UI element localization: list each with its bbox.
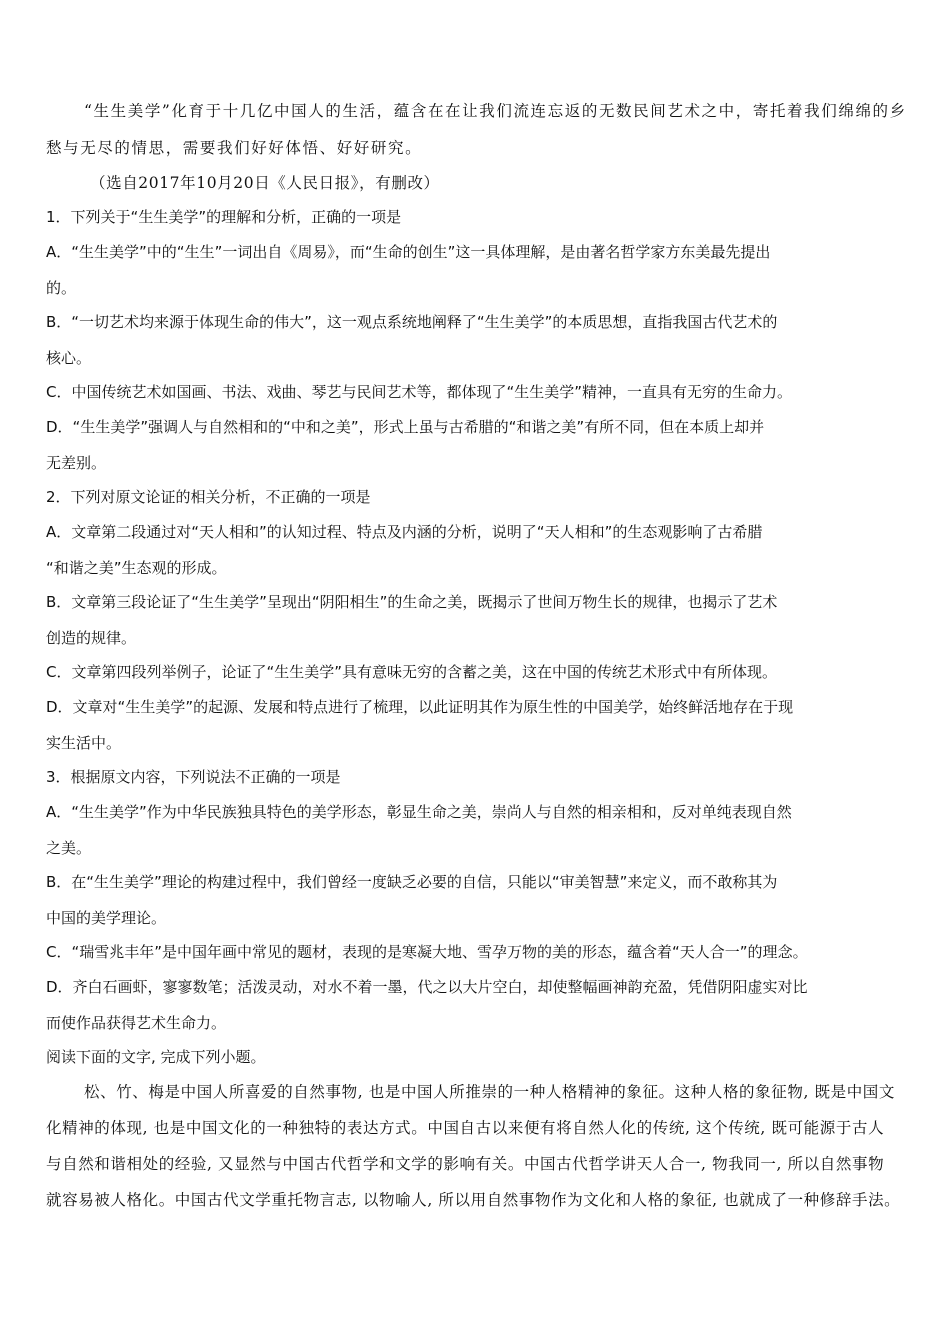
question-2-option-c: C．文章第四段列举例子，论证了“生生美学”具有意味无穷的含蓄之美，这在中国的传统艺术形式中有所体现。 — [46, 663, 778, 681]
question-2-option-b-line-1: B．文章第三段论证了“生生美学”呈现出“阴阳相生”的生命之美，既揭示了世间万物生长的规律，也揭示了艺术 — [46, 593, 778, 611]
question-2-option-b-line-2: 创造的规律。 — [46, 629, 137, 647]
passage-line-3: 与自然和谐相处的经验, 又显然与中国古代哲学和文学的影响有关。中国古代哲学讲天人合一, 物我同一, 所以自然事物 — [46, 1155, 885, 1173]
top-paragraph-line-1: “生生美学”化育于十几亿中国人的生活，蕴含在在让我们流连忘返的无数民间艺术之中，寄托着我们绵绵的乡 — [84, 102, 907, 120]
passage-line-2: 化精神的体现, 也是中国文化的一种独特的表达方式。中国自古以来便有将自然人化的传统, 这个传统, 既可能源于古人 — [46, 1119, 885, 1137]
question-1-option-a-line-2: 的。 — [46, 279, 77, 297]
question-2-stem: 2．下列对原文论证的相关分析，不正确的一项是 — [46, 488, 371, 506]
question-2-option-d-line-1: D．文章对“生生美学”的起源、发展和特点进行了梳理，以此证明其作为原生性的中国美学，始终鲜活地存在于现 — [46, 698, 794, 716]
question-1-stem: 1．下列关于“生生美学”的理解和分析，正确的一项是 — [46, 208, 402, 226]
question-3-option-d-line-2: 而使作品获得艺术生命力。 — [46, 1014, 227, 1032]
question-1-option-b-line-2: 核心。 — [46, 349, 92, 367]
question-1-option-b-line-1: B．“一切艺术均来源于体现生命的伟大”，这一观点系统地阐释了“生生美学”的本质思想，直指我国古代艺术的 — [46, 313, 778, 331]
question-3-option-a-line-1: A．“生生美学”作为中华民族独具特色的美学形态，彰显生命之美，崇尚人与自然的相亲相和，反对单纯表现自然 — [46, 803, 792, 821]
question-3-option-b-line-1: B．在“生生美学”理论的构建过程中，我们曾经一度缺乏必要的自信，只能以“审美智慧”来定义，而不敢称其为 — [46, 873, 778, 891]
question-3-option-b-line-2: 中国的美学理论。 — [46, 909, 167, 927]
question-2-option-a-line-2: “和谐之美”生态观的形成。 — [46, 559, 227, 577]
reading-instruction: 阅读下面的文字, 完成下列小题。 — [46, 1048, 266, 1066]
source-citation: （选自2017年10月20日《人民日报》，有删改） — [90, 174, 440, 192]
question-3-stem: 3．根据原文内容，下列说法不正确的一项是 — [46, 768, 341, 786]
top-paragraph-line-2: 愁与无尽的情思，需要我们好好体悟、好好研究。 — [46, 139, 423, 157]
question-1-option-d-line-1: D．“生生美学”强调人与自然相和的“中和之美”，形式上虽与古希腊的“和谐之美”有所不同，但在本质上却并 — [46, 418, 765, 436]
question-2-option-d-line-2: 实生活中。 — [46, 734, 122, 752]
question-2-option-a-line-1: A．文章第二段通过对“天人相和”的认知过程、特点及内涵的分析，说明了“天人相和”的生态观影响了古希腊 — [46, 523, 763, 541]
passage-line-1: 松、竹、梅是中国人所喜爱的自然事物, 也是中国人所推崇的一种人格精神的象征。这种人格的象征物, 既是中国文 — [84, 1083, 896, 1101]
question-1-option-d-line-2: 无差别。 — [46, 454, 107, 472]
question-1-option-a-line-1: A．“生生美学”中的“生生”一词出自《周易》，而“生命的创生”这一具体理解，是由著名哲学家方东美最先提出 — [46, 243, 771, 261]
question-3-option-a-line-2: 之美。 — [46, 839, 92, 857]
passage-line-4: 就容易被人格化。中国古代文学重托物言志, 以物喻人, 所以用自然事物作为文化和人格的象征, 也就成了一种修辞手法。 — [46, 1191, 901, 1209]
question-3-option-d-line-1: D．齐白石画虾，寥寥数笔；活泼灵动，对水不着一墨，代之以大片空白，却使整幅画神韵充盈，凭借阴阳虚实对比 — [46, 978, 808, 996]
question-1-option-c: C．中国传统艺术如国画、书法、戏曲、琴艺与民间艺术等，都体现了“生生美学”精神，一直具有无穷的生命力。 — [46, 383, 793, 401]
question-3-option-c: C．“瑞雪兆丰年”是中国年画中常见的题材，表现的是寒凝大地、雪孕万物的美的形态，蕴含着“天人合一”的理念。 — [46, 943, 808, 961]
